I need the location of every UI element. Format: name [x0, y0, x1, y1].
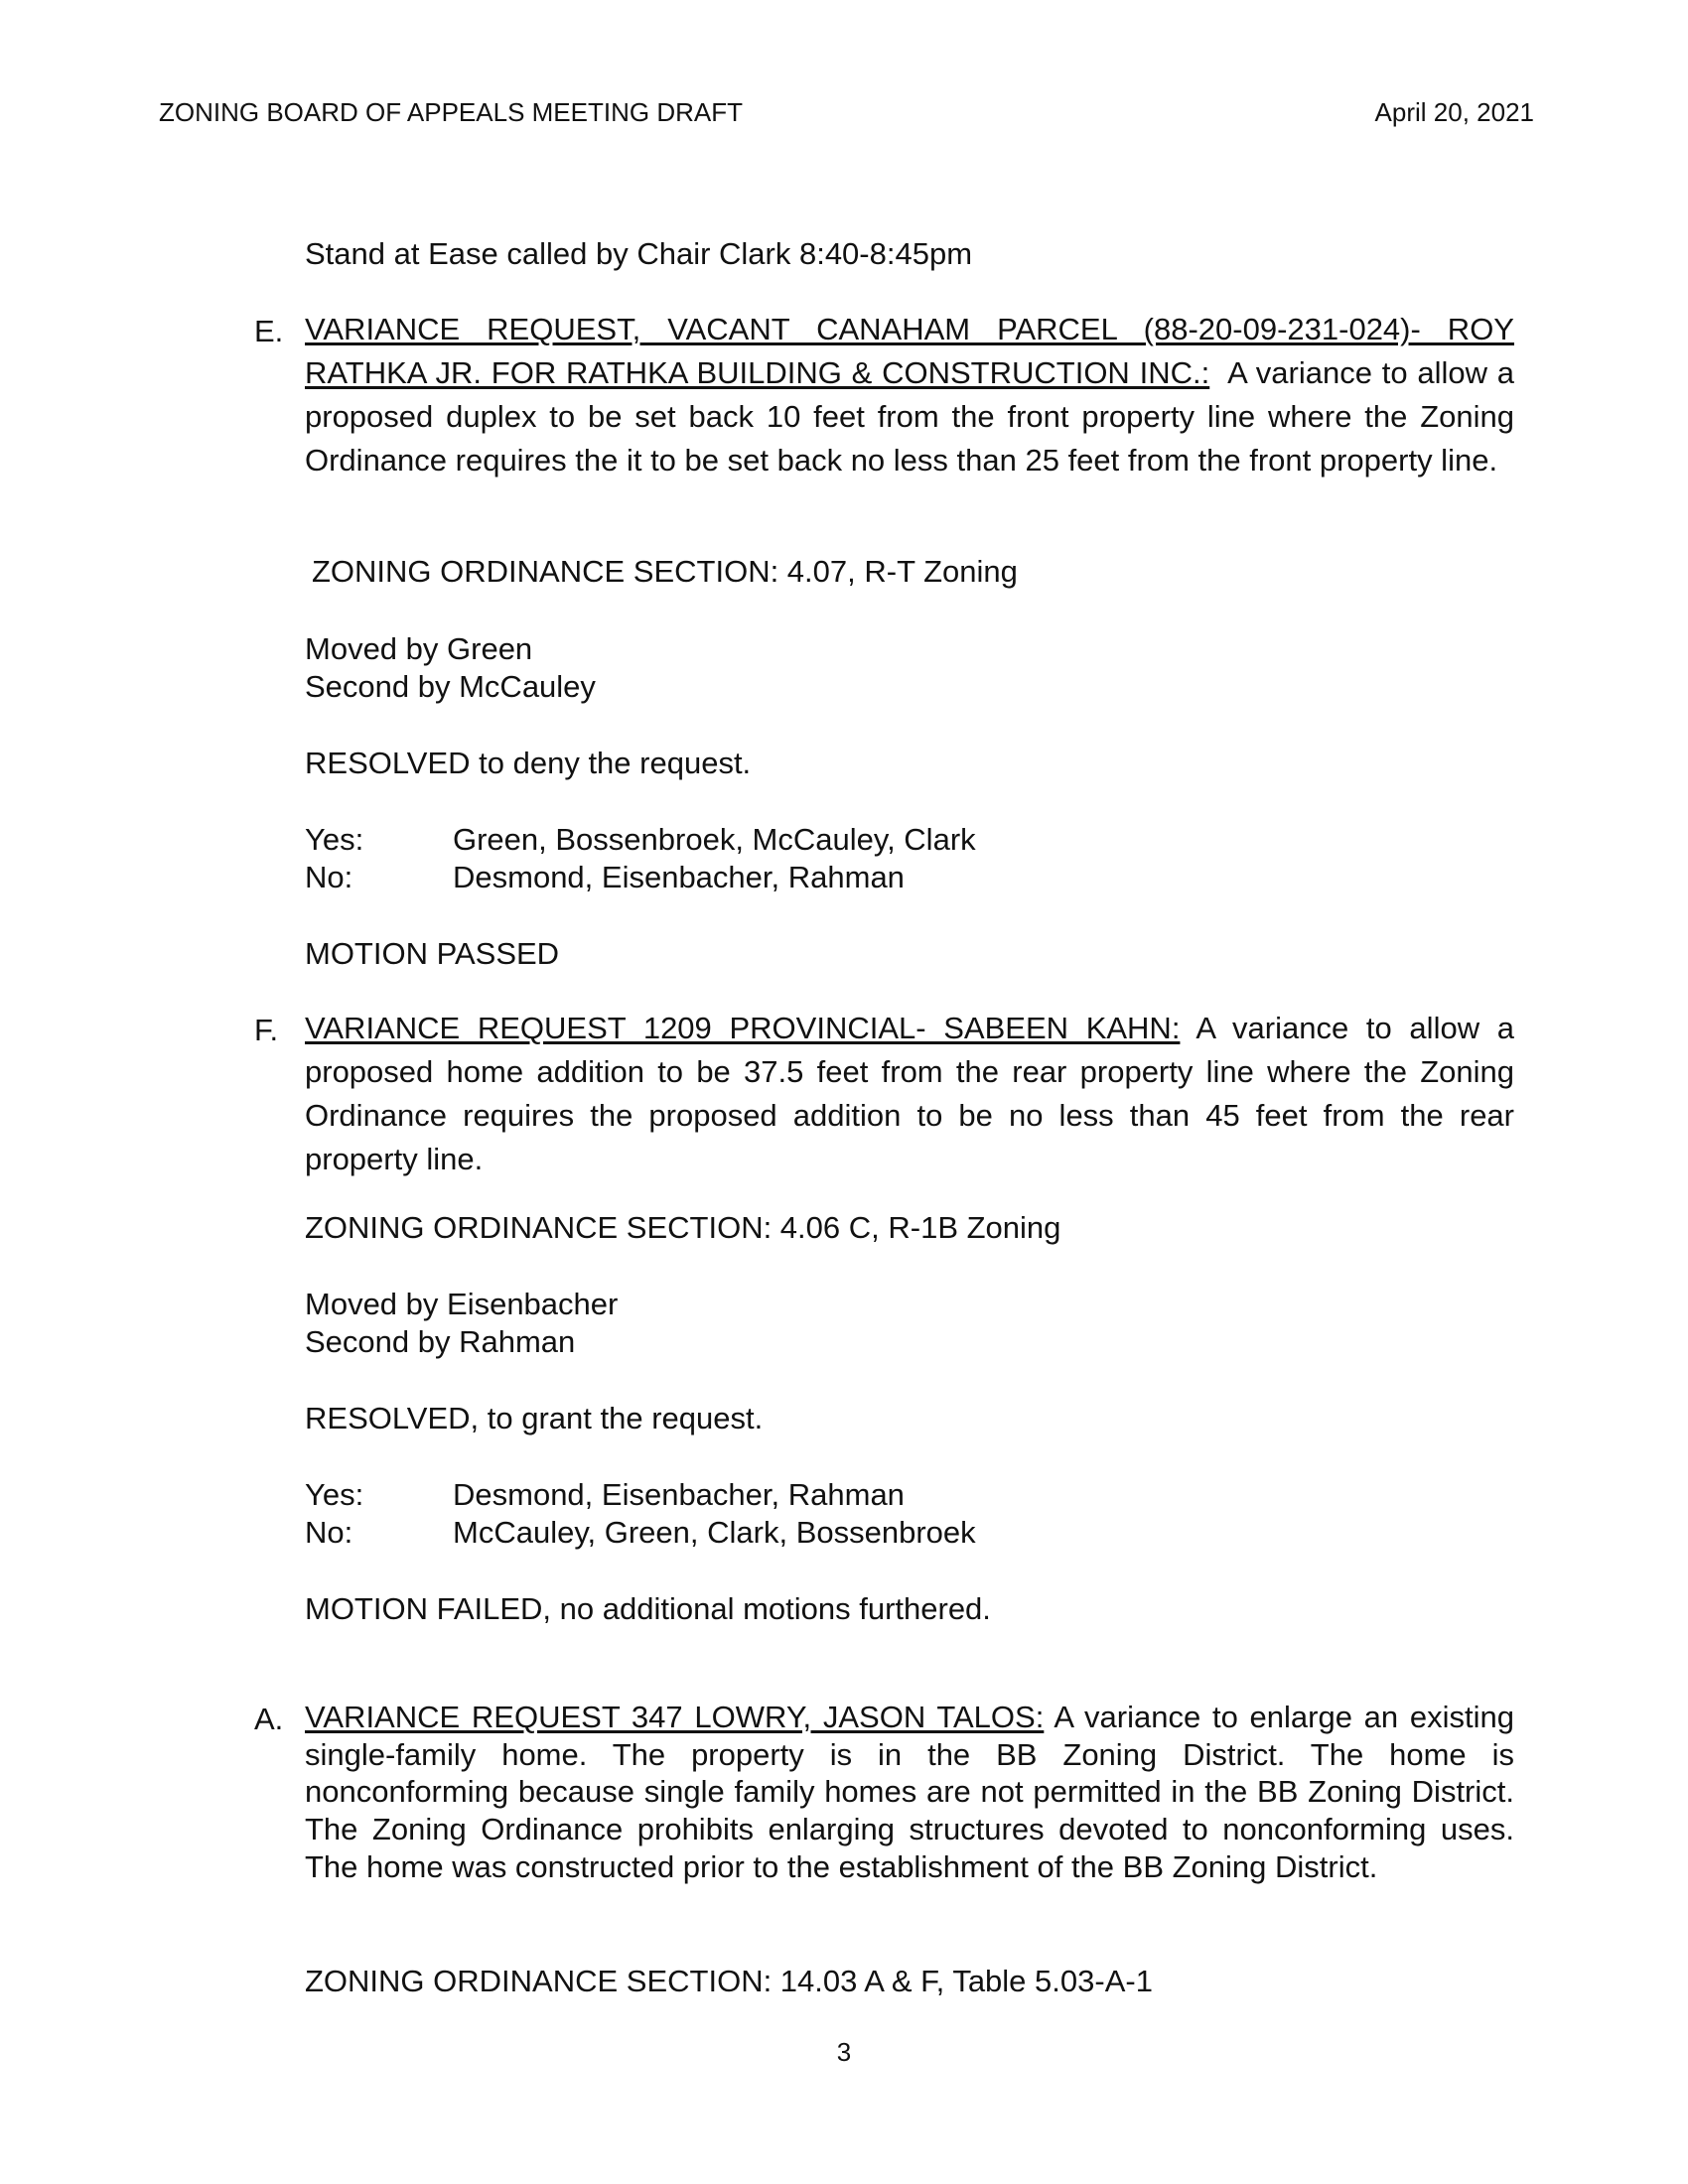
- item-e-yes-names: Green, Bossenbroek, McCauley, Clark: [453, 822, 976, 857]
- item-f-no-names: McCauley, Green, Clark, Bossenbroek: [453, 1515, 976, 1550]
- item-f-result: MOTION FAILED, no additional motions furthered.: [305, 1591, 991, 1626]
- stand-at-ease-note: Stand at Ease called by Chair Clark 8:40-8:45pm: [305, 236, 973, 271]
- item-a-description: A variance to enlarge an existing single-family home. The property is in the BB Zoning District. The home is nonconforming because single family homes are not permitted in the BB Zoning District. The Zoning Ordinance prohibits enlarging structures devoted to nonconforming uses. The home was constructed prior to the establishment of the BB Zoning District.: [305, 1700, 1515, 1884]
- item-f-moved-by: Moved by Eisenbacher: [305, 1287, 619, 1321]
- header-date: April 20, 2021: [1374, 97, 1534, 127]
- item-e-paragraph: [305, 308, 1514, 482]
- item-a-heading: VARIANCE REQUEST 347 LOWRY, JASON TALOS:: [305, 1700, 1045, 1734]
- item-f-ordinance-section: ZONING ORDINANCE SECTION: 4.06 C, R-1B Zoning: [305, 1210, 1061, 1245]
- item-e-heading: VARIANCE REQUEST, VACANT CANAHAM PARCEL (88-20-09-231-024)- ROY RATHKA JR. FOR RATHKA BUILDING & CONSTRUCTION INC.:: [305, 312, 1514, 390]
- page-number: 3: [836, 2037, 852, 2067]
- item-f-description: A variance to allow a proposed home addition to be 37.5 feet from the rear property line where the Zoning Ordinance requires the proposed addition to be no less than 45 feet from the rear property line.: [305, 1011, 1514, 1176]
- item-e-no-names: Desmond, Eisenbacher, Rahman: [453, 860, 905, 894]
- item-e-result: MOTION PASSED: [305, 936, 560, 971]
- item-f-second-by: Second by Rahman: [305, 1324, 576, 1359]
- item-e-ordinance-section: ZONING ORDINANCE SECTION: 4.07, R-T Zoning: [312, 554, 1018, 589]
- item-e-resolved: RESOLVED to deny the request.: [305, 746, 752, 780]
- item-f-resolved: RESOLVED, to grant the request.: [305, 1401, 764, 1435]
- item-a-letter: A.: [254, 1702, 284, 1736]
- item-e-second-by: Second by McCauley: [305, 669, 596, 704]
- item-f-paragraph: [305, 1007, 1514, 1181]
- item-e-description: A variance to allow a proposed duplex to be set back 10 feet from the front property line where the Zoning Ordinance requires the it to be set back no less than 25 feet from the front property line.: [305, 355, 1515, 478]
- item-e-moved-by: Moved by Green: [305, 631, 533, 666]
- item-e-yes-label: Yes:: [305, 822, 364, 857]
- item-a-paragraph: [305, 1699, 1514, 1886]
- item-e-no-label: No:: [305, 860, 353, 894]
- header-title: ZONING BOARD OF APPEALS MEETING DRAFT: [159, 97, 743, 127]
- item-f-no-label: No:: [305, 1515, 353, 1550]
- item-a-ordinance-section: ZONING ORDINANCE SECTION: 14.03 A & F, Table 5.03-A-1: [305, 1964, 1153, 1998]
- item-e-letter: E.: [254, 314, 284, 348]
- item-f-yes-names: Desmond, Eisenbacher, Rahman: [453, 1477, 905, 1512]
- item-f-letter: F.: [254, 1013, 279, 1047]
- item-f-yes-label: Yes:: [305, 1477, 364, 1512]
- item-f-heading: VARIANCE REQUEST 1209 PROVINCIAL- SABEEN KAHN:: [305, 1011, 1181, 1045]
